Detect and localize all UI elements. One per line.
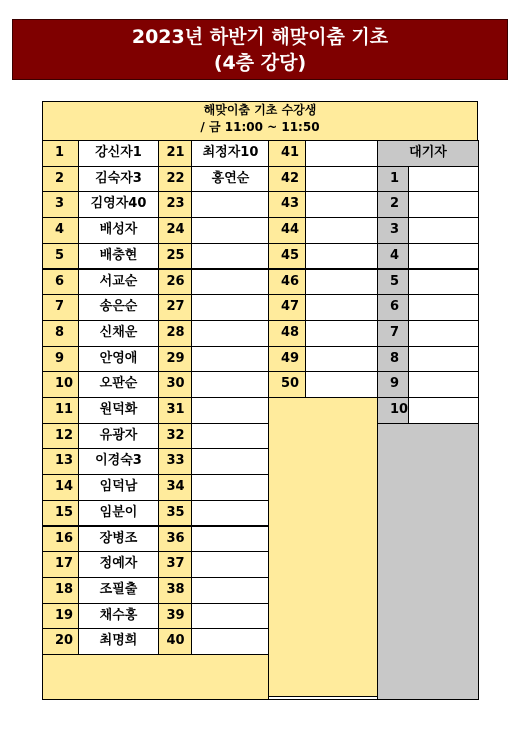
- row-number: 18: [42, 577, 79, 604]
- student-name: 송은순: [78, 294, 159, 321]
- waitlist-number: 1: [377, 166, 410, 193]
- student-name: [305, 294, 379, 321]
- student-name: [191, 526, 270, 553]
- row-number: 10: [42, 371, 79, 398]
- waitlist-header: 대기자: [377, 140, 479, 167]
- row-number: 45: [268, 243, 307, 270]
- student-name: 이경숙3: [78, 448, 159, 475]
- row-number: 9: [42, 346, 79, 373]
- row-number: 23: [158, 191, 193, 218]
- row-number: 41: [268, 140, 307, 167]
- waitlist-name: [408, 346, 479, 373]
- waitlist-name: [408, 243, 479, 270]
- row-number: 7: [42, 294, 79, 321]
- student-name: [191, 191, 270, 218]
- table-title: [42, 101, 478, 142]
- row-number: 21: [158, 140, 193, 167]
- student-name: [191, 628, 270, 655]
- table-title-line1: 해맞이춤 기초 수강생: [203, 103, 317, 117]
- student-name: [191, 217, 270, 244]
- row-number: 15: [42, 500, 79, 527]
- waitlist-number: 2: [377, 191, 410, 218]
- student-name: [191, 269, 270, 296]
- row-number: 37: [158, 551, 193, 578]
- row-number: 26: [158, 269, 193, 296]
- student-name: [305, 320, 379, 347]
- student-name: [191, 243, 270, 270]
- student-name: [305, 140, 379, 167]
- waitlist-name: [408, 294, 479, 321]
- student-name: 최명희: [78, 628, 159, 655]
- student-name: 유광자: [78, 423, 159, 450]
- student-name: [191, 346, 270, 373]
- waitlist-name: [408, 269, 479, 296]
- banner-title: 2023년 하반기 해맞이춤 기초: [131, 26, 389, 48]
- student-name: 배충현: [78, 243, 159, 270]
- waitlist-number: 4: [377, 243, 410, 270]
- table-title-line2: / 금 11:00 ~ 11:50: [200, 120, 320, 134]
- row-number: 47: [268, 294, 307, 321]
- row-number: 31: [158, 397, 193, 424]
- row-number: 1: [42, 140, 79, 167]
- row-number: 12: [42, 423, 79, 450]
- student-name: [305, 346, 379, 373]
- row-number: 40: [158, 628, 193, 655]
- banner-subtitle: (4층 강당): [213, 52, 307, 74]
- student-name: 임덕남: [78, 474, 159, 501]
- waitlist-name: [408, 166, 479, 193]
- waitlist-name: [408, 217, 479, 244]
- row-number: 19: [42, 603, 79, 630]
- waitlist-name: [408, 397, 479, 424]
- row-number: 22: [158, 166, 193, 193]
- row-number: 11: [42, 397, 79, 424]
- student-name: 안영애: [78, 346, 159, 373]
- student-name: 장병조: [78, 526, 159, 553]
- student-name: 임분이: [78, 500, 159, 527]
- student-name: [191, 397, 270, 424]
- waitlist-number: 6: [377, 294, 410, 321]
- student-name: [305, 243, 379, 270]
- waitlist-number: 8: [377, 346, 410, 373]
- student-name: [191, 577, 270, 604]
- row-number: 49: [268, 346, 307, 373]
- student-name: [305, 269, 379, 296]
- row-number: 4: [42, 217, 79, 244]
- row-number: 25: [158, 243, 193, 270]
- row-number: 16: [42, 526, 79, 553]
- row-number: 6: [42, 269, 79, 296]
- student-name: [191, 320, 270, 347]
- student-name: 조필출: [78, 577, 159, 604]
- row-number: 17: [42, 551, 79, 578]
- waitlist-number: 5: [377, 269, 410, 296]
- row-number: 35: [158, 500, 193, 527]
- row-number: 28: [158, 320, 193, 347]
- student-name: 오판순: [78, 371, 159, 398]
- row-number: 46: [268, 269, 307, 296]
- waitlist-name: [408, 191, 479, 218]
- row-number: 34: [158, 474, 193, 501]
- student-name: [191, 551, 270, 578]
- waitlist-name: [408, 320, 479, 347]
- row-number: 3: [42, 191, 79, 218]
- row-number: 8: [42, 320, 79, 347]
- student-name: 최정자10: [191, 140, 270, 167]
- row-number: 48: [268, 320, 307, 347]
- waitlist-number: 3: [377, 217, 410, 244]
- row-number: 27: [158, 294, 193, 321]
- student-name: [305, 166, 379, 193]
- student-name: [191, 371, 270, 398]
- waitlist-number: 7: [377, 320, 410, 347]
- student-name: [191, 294, 270, 321]
- student-name: [305, 217, 379, 244]
- student-name: [305, 371, 379, 398]
- student-name: 김숙자3: [78, 166, 159, 193]
- row-number: 29: [158, 346, 193, 373]
- row-number: 20: [42, 628, 79, 655]
- student-name: [191, 448, 270, 475]
- row-number: 44: [268, 217, 307, 244]
- waitlist-number: 10: [377, 397, 410, 424]
- student-name: 홍연순: [191, 166, 270, 193]
- student-name: [191, 474, 270, 501]
- student-name: 채수홍: [78, 603, 159, 630]
- row-number: 5: [42, 243, 79, 270]
- row-number: 38: [158, 577, 193, 604]
- table-footer: [42, 654, 269, 700]
- student-name: 김영자40: [78, 191, 159, 218]
- student-name: [191, 423, 270, 450]
- student-name: 원덕화: [78, 397, 159, 424]
- row-number: 2: [42, 166, 79, 193]
- student-name: [191, 603, 270, 630]
- row-number: 42: [268, 166, 307, 193]
- title-banner: [12, 19, 508, 80]
- row-number: 50: [268, 371, 307, 398]
- row-number: 43: [268, 191, 307, 218]
- row-number: 13: [42, 448, 79, 475]
- student-name: 강신자1: [78, 140, 159, 167]
- student-name: [191, 500, 270, 527]
- waitlist-name: [408, 371, 479, 398]
- row-number: 32: [158, 423, 193, 450]
- row-number: 33: [158, 448, 193, 475]
- row-number: 14: [42, 474, 79, 501]
- row-number: 30: [158, 371, 193, 398]
- student-name: [305, 191, 379, 218]
- waitlist-filler: [377, 423, 479, 700]
- row-number: 24: [158, 217, 193, 244]
- row-number: 39: [158, 603, 193, 630]
- student-name: 정예자: [78, 551, 159, 578]
- student-name: 서교순: [78, 269, 159, 296]
- filler-block: [268, 397, 379, 697]
- student-name: 배성자: [78, 217, 159, 244]
- student-name: 신채운: [78, 320, 159, 347]
- waitlist-number: 9: [377, 371, 410, 398]
- roster-table: [42, 101, 478, 700]
- row-number: 36: [158, 526, 193, 553]
